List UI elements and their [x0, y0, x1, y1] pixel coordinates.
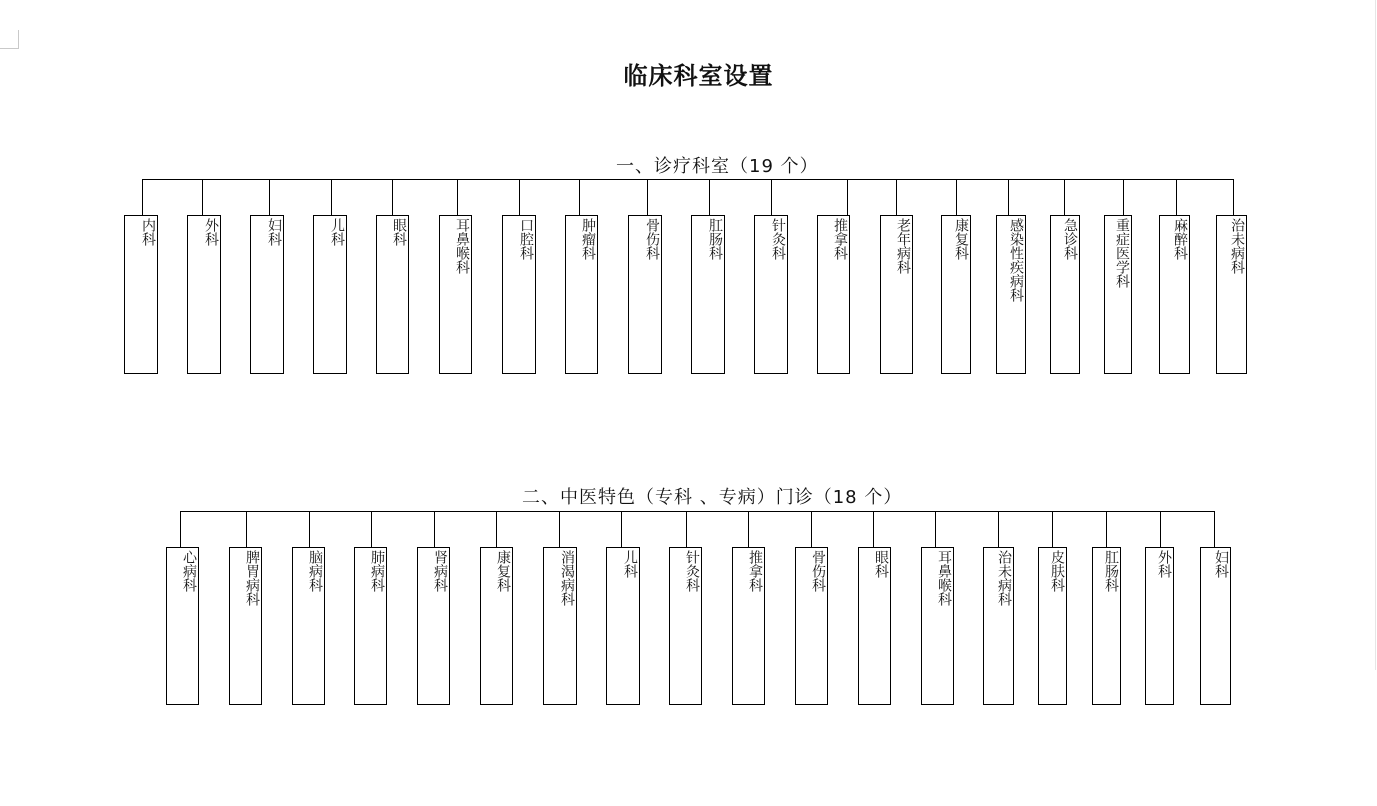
department-box — [1200, 547, 1231, 705]
connector-line — [519, 179, 520, 216]
connector-line — [1052, 511, 1053, 548]
department-box — [502, 215, 536, 374]
connector-bus-1 — [142, 179, 1234, 180]
connector-line — [1233, 179, 1234, 216]
connector-line — [709, 179, 710, 216]
connector-line — [896, 179, 897, 216]
department-box — [124, 215, 158, 374]
connector-line — [1214, 511, 1215, 548]
department-label: 针灸科 — [684, 550, 700, 592]
department-box — [1145, 547, 1174, 705]
department-label: 口腔科 — [518, 218, 534, 260]
department-label: 老年病科 — [895, 218, 911, 274]
connector-line — [771, 179, 772, 216]
department-label: 脑病科 — [307, 550, 323, 592]
department-label: 儿科 — [622, 550, 638, 578]
connector-line — [434, 511, 435, 548]
department-label: 妇科 — [1213, 550, 1229, 578]
department-label: 骨伤科 — [810, 550, 826, 592]
connector-line — [686, 511, 687, 548]
department-label: 治未病科 — [1229, 218, 1245, 274]
department-label: 外科 — [203, 218, 219, 246]
department-label: 耳鼻喉科 — [936, 550, 952, 606]
connector-line — [1123, 179, 1124, 216]
connector-line — [559, 511, 560, 548]
connector-line — [246, 511, 247, 548]
department-box — [628, 215, 662, 374]
department-label: 肺病科 — [369, 550, 385, 592]
connector-line — [309, 511, 310, 548]
department-label: 妇科 — [266, 218, 282, 246]
department-label: 康复科 — [495, 550, 511, 592]
department-label: 推拿科 — [747, 550, 763, 592]
connector-line — [811, 511, 812, 548]
connector-line — [331, 179, 332, 216]
department-label: 肛肠科 — [707, 218, 723, 260]
department-label: 感染性疾病科 — [1008, 218, 1024, 302]
department-box — [250, 215, 284, 374]
department-box — [817, 215, 850, 374]
department-box — [187, 215, 221, 374]
connector-line — [935, 511, 936, 548]
department-label: 消渴病科 — [559, 550, 575, 606]
page-title: 临床科室设置 — [623, 61, 774, 90]
department-box — [858, 547, 891, 705]
department-box — [996, 215, 1026, 374]
connector-line — [1106, 511, 1107, 548]
department-label: 儿科 — [329, 218, 345, 246]
connector-bus-2 — [180, 511, 1214, 512]
department-label: 眼科 — [873, 550, 889, 578]
department-box — [983, 547, 1014, 705]
department-box — [732, 547, 765, 705]
section-title-1: 一、诊疗科室（19 个） — [616, 156, 819, 177]
section-title-2: 二、中医特色（专科 、专病）门诊（18 个） — [522, 487, 903, 508]
department-box — [565, 215, 598, 374]
department-box — [606, 547, 640, 705]
department-label: 脾胃病科 — [244, 550, 260, 606]
department-box — [1104, 215, 1132, 374]
connector-line — [371, 511, 372, 548]
department-box — [880, 215, 913, 374]
department-box — [795, 547, 828, 705]
department-box — [292, 547, 325, 705]
department-label: 外科 — [1156, 550, 1172, 578]
connector-line — [180, 511, 181, 548]
department-box — [921, 547, 954, 705]
department-label: 肿瘤科 — [580, 218, 596, 260]
department-label: 心病科 — [181, 550, 197, 592]
department-box — [439, 215, 472, 374]
department-label: 肛肠科 — [1103, 550, 1119, 592]
department-box — [313, 215, 347, 374]
department-box — [754, 215, 788, 374]
connector-line — [457, 179, 458, 216]
connector-line — [873, 511, 874, 548]
connector-line — [1176, 179, 1177, 216]
department-box — [1159, 215, 1190, 374]
department-box — [376, 215, 409, 374]
connector-line — [621, 511, 622, 548]
page-edge-line — [1375, 0, 1376, 670]
department-label: 针灸科 — [770, 218, 786, 260]
connector-line — [847, 179, 848, 216]
department-box — [417, 547, 450, 705]
connector-line — [1160, 511, 1161, 548]
department-box — [480, 547, 513, 705]
department-label: 耳鼻喉科 — [454, 218, 470, 274]
connector-line — [269, 179, 270, 216]
department-box — [1216, 215, 1247, 374]
department-label: 重症医学科 — [1114, 218, 1130, 288]
department-label: 皮肤科 — [1049, 550, 1065, 592]
department-label: 治未病科 — [996, 550, 1012, 606]
department-label: 推拿科 — [832, 218, 848, 260]
connector-line — [998, 511, 999, 548]
connector-line — [1008, 179, 1009, 216]
department-box — [1038, 547, 1067, 705]
connector-line — [142, 179, 143, 216]
department-box — [543, 547, 577, 705]
connector-line — [579, 179, 580, 216]
department-label: 康复科 — [953, 218, 969, 260]
department-box — [1050, 215, 1080, 374]
connector-line — [392, 179, 393, 216]
department-box — [166, 547, 199, 705]
department-label: 眼科 — [391, 218, 407, 246]
connector-line — [956, 179, 957, 216]
department-label: 内科 — [140, 218, 156, 246]
connector-line — [202, 179, 203, 216]
department-label: 骨伤科 — [644, 218, 660, 260]
department-box — [941, 215, 971, 374]
department-label: 肾病科 — [432, 550, 448, 592]
page-corner-marker — [0, 30, 19, 49]
connector-line — [748, 511, 749, 548]
department-box — [669, 547, 702, 705]
department-label: 麻醉科 — [1172, 218, 1188, 260]
department-box — [229, 547, 262, 705]
connector-line — [496, 511, 497, 548]
department-box — [691, 215, 725, 374]
department-box — [1092, 547, 1121, 705]
department-label: 急诊科 — [1062, 218, 1078, 260]
connector-line — [1064, 179, 1065, 216]
connector-line — [647, 179, 648, 216]
department-box — [354, 547, 387, 705]
